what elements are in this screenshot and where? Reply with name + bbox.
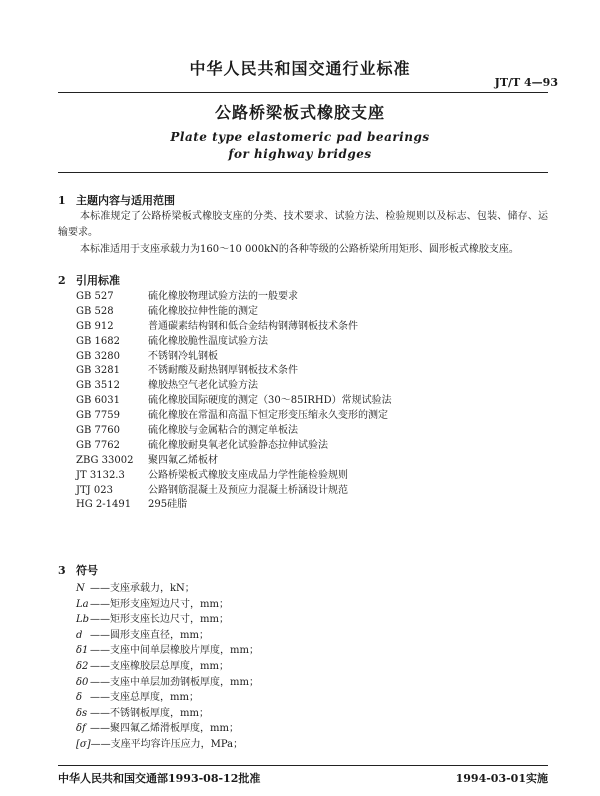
section1-paragraph1: 本标准规定了公路桥梁板式橡胶支座的分类、技术要求、试验方法、检验规则以及标志、包装、储存、运输要求。 <box>58 211 548 238</box>
list-item: δf ——聚四氟乙烯滑板厚度，mm； <box>76 723 239 735</box>
title-english-line1: Plate type elastomeric pad bearings <box>170 130 430 144</box>
header-divider <box>58 92 548 93</box>
section1-title: 主题内容与适用范围 <box>76 194 175 207</box>
section3-number: 3 <box>58 564 66 577</box>
list-item: GB 1682 硫化橡胶脆性温度试验方法 <box>76 335 268 347</box>
implementation-date: 1994-03-01实施 <box>455 772 548 785</box>
list-item: GB 6031 硫化橡胶国际硬度的测定（30～85IRHD）常规试验法 <box>76 395 392 407</box>
list-item: δ2 ——支座橡胶层总厚度，mm； <box>76 660 229 672</box>
list-item: ZBG 33002 聚四氟乙烯板材 <box>76 454 218 466</box>
list-item: La——矩形支座短边尺寸，mm； <box>76 598 229 610</box>
section3-title: 符号 <box>76 564 98 577</box>
list-item: GB 7759 硫化橡胶在常温和高温下恒定形变压缩永久变形的测定 <box>76 410 388 422</box>
list-item: GB 3281 不锈耐酸及耐热钢厚钢板技术条件 <box>76 365 298 377</box>
list-item: GB 527 硫化橡胶物理试验方法的一般要求 <box>76 291 298 302</box>
title-chinese: 公路桥梁板式橡胶支座 <box>214 103 385 122</box>
list-item: N ——支座承载力，kN； <box>76 583 195 594</box>
referenced-standards-list <box>76 290 546 513</box>
list-item: JTJ 023 公路钢筋混凝土及预应力混凝土桥涵设计规范 <box>76 484 348 496</box>
footer-divider <box>58 765 548 766</box>
section1-paragraph2: 本标准适用于支座承载力为160～10 000kN的各种等级的公路桥梁所用矩形、圆形板式橡胶支座。 <box>80 244 519 255</box>
list-item: δ0 ——支座中单层加劲钢板厚度，mm； <box>76 676 259 688</box>
section3-heading <box>58 562 98 578</box>
list-item: δ ——支座总厚度，mm； <box>76 692 199 704</box>
issuing-organization: 中华人民共和国交通行业标准 <box>189 59 411 78</box>
section2-title: 引用标准 <box>76 274 120 287</box>
list-item: δ1 ——支座中间单层橡胶片厚度，mm； <box>76 645 259 657</box>
list-item: GB 3280 不锈钢冷轧钢板 <box>76 350 218 362</box>
section1-heading <box>58 192 175 208</box>
section1-number: 1 <box>58 194 66 207</box>
list-item: JT 3132.3 公路桥梁板式橡胶支座成品力学性能检验规则 <box>76 469 348 481</box>
symbols-list <box>76 581 546 753</box>
list-item: GB 7762 硫化橡胶耐臭氧老化试验静态拉伸试验法 <box>76 439 328 451</box>
approval-info: 中华人民共和国交通部1993-08-12批准 <box>58 772 261 785</box>
list-item: GB 3512 橡胶热空气老化试验方法 <box>76 380 258 392</box>
list-item: [σ]——支座平均容许压应力，MPa； <box>76 738 244 750</box>
list-item: GB 7760 硫化橡胶与金属粘合的测定单板法 <box>76 425 298 437</box>
section2-number: 2 <box>58 274 66 287</box>
list-item: GB 528 硫化橡胶拉伸性能的测定 <box>76 305 258 317</box>
list-item: GB 912 普通碳素结构钢和低合金结构钢薄钢板技术条件 <box>76 320 358 332</box>
list-item: HG 2-1491 295硅脂 <box>76 499 188 511</box>
section2-heading <box>58 272 120 288</box>
title-divider <box>58 172 548 173</box>
list-item: Lb——矩形支座长边尺寸，mm； <box>76 614 229 626</box>
title-english-line2: for highway bridges <box>228 147 372 161</box>
list-item: d ——圆形支座直径，mm； <box>76 629 209 641</box>
standard-code: JT/T 4—93 <box>494 76 558 89</box>
list-item: δs ——不锈钢板厚度，mm； <box>76 707 209 719</box>
